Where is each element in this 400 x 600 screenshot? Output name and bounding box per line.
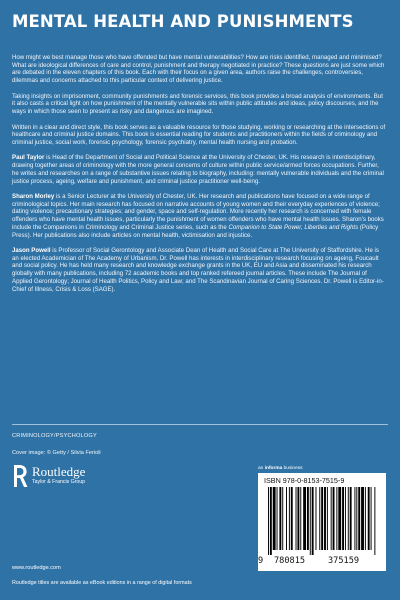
barcode-bar (342, 487, 344, 550)
barcode-bar (300, 487, 301, 550)
author-name: Paul Taylor (12, 154, 45, 162)
publisher-logo (12, 463, 132, 491)
subject-category: CRIMINOLOGY/PSYCHOLOGY (12, 433, 97, 439)
barcode-bar (310, 487, 311, 555)
barcode-bar (338, 487, 341, 550)
barcode-bar (312, 487, 314, 555)
barcode-bar (345, 487, 346, 550)
barcode-digit-lead: 9 (258, 556, 264, 566)
barcode-panel (258, 473, 386, 571)
informa-name: informa (264, 466, 283, 471)
informa-business-label (258, 466, 303, 471)
barcode-bar (289, 487, 290, 550)
isbn-number: ISBN 978-0-8153-7515-9 (264, 476, 345, 485)
divider (12, 424, 388, 425)
cover-text (12, 54, 386, 301)
barcode-bar (371, 487, 372, 550)
barcode-bar (307, 487, 309, 550)
barcode-bar (361, 487, 364, 550)
barcode-bar (356, 487, 357, 550)
barcode-bar (336, 487, 337, 550)
author-bio-paul-taylor (12, 154, 386, 185)
barcode-bar (296, 487, 297, 550)
author-bio-sharon-morley (12, 193, 386, 239)
barcode-bar (333, 487, 335, 550)
author-bio-text: is Professor of Social Gerontology and Associate Dean of Health and Social Care at The University of Staffordshire. He is an elected Academician of The Academy of Urbanism. Dr. Powell has interests in interdisciplinary research focusing on ageing, Foucault and social policy. He has held many research and knowledge exchange grants in the UK, EU and Asia and disseminated his research globally with many publications, including 72 academic books and top ranked refereed journal articles. These include The Journal of Applied Gerontology; Journal of Health Politics, Policy and Law; and The Scandinavian Journal of Caring Sciences. Dr. Powell is Editor-in-Chief of Illness, Crisis & Loss (SAGE). (12, 247, 384, 293)
publisher-name: Routledge (32, 464, 86, 479)
ebook-note: Routledge titles are available as eBook editions in a range of digital formats (12, 580, 192, 586)
barcode-bar (358, 487, 360, 550)
barcode-bar (350, 487, 352, 550)
barcode-bar (303, 487, 306, 550)
blurb-paragraph-2: Taking insights on imprisonment, community punishments and forensic services, this book provides a broad analysis of environments. But it also casts a critical light on how punishment of the mentally vulnerable sits within public attitudes and ideas, policy discourses, and the ways in which those seen to present as risky and dangerous are imagined. (12, 92, 383, 116)
barcode-bar (273, 487, 276, 550)
barcode-bar (268, 487, 269, 555)
author-name: Jason Powell (12, 247, 51, 255)
barcode-bar (348, 487, 349, 550)
barcode-bar (297, 487, 299, 550)
barcode-bar (316, 487, 317, 550)
barcode-bar (368, 487, 370, 550)
author-bio-text: (Policy Press). Her publications also include articles on mental health, victimisation and injustice. (12, 223, 379, 239)
publisher-group: Taylor & Francis Group (32, 479, 86, 485)
barcode-bar (291, 487, 293, 550)
blurb-paragraph-1: How might we best manage those who have offended but have mental vulnerabilities? How are risks identified, managed and minimised? What are ideological differences of care and control, punishment and therapy negotiated in practice? These questions are just some which are debated in the eleven chapters of this book. Each with their focus on a given area, authors raise the challenges, controversies, dilemmas and concerns attached to this particular context of delivering justice. (12, 54, 385, 85)
barcode-digit-group-2: 375159 (328, 556, 360, 566)
routledge-r-logo-icon (12, 463, 28, 489)
blurb-paragraph-3: Written in a clear and direct style, this book serves as a valuable resource for those studying, working or researching at the intersections of healthcare and criminal justice domains. This book is essential reading for students and practitioners within the fields of criminology and criminal justice, social work, forensic psychology, forensic psychiatry, mental health nursing and probation. (12, 123, 386, 146)
barcode-digit-group-1: 780815 (274, 556, 306, 566)
barcode-bar (324, 487, 326, 550)
barcode-bar (374, 487, 375, 555)
barcode-bar (331, 487, 332, 550)
book-title-italic: Companion to State Power, Liberties and Rights (228, 223, 359, 231)
author-name: Sharon Morley (12, 193, 55, 201)
barcode-bar (277, 487, 278, 550)
author-bio-text: is Head of the Department of Social and Political Science at the University of Chester, UK. His research is interdisciplinary, drawing together areas of criminology with the more general concerns of culture within public service/armed forces occupations. Further, he writes and researches on a range of substantive issues relating to biography, including: mentally vulnerable individuals and the criminal justice process, ageing, welfare and punishment, and criminal justice practitioner well-being. (12, 154, 384, 185)
author-bio-text: is a Senior Lecturer at the University of Chester, UK. Her research and publications have focused on a wide range of criminological topics. Her main research has focused on narrative accounts of young women and their everyday experiences of violence; dating violence; precautionary strategies; and gender, space and self-regulation. More recently her research is concerned with female offenders who have mental health issues, particularly the punishment of women offenders who have mental health issues. Sharon's books include the Companions in Criminology and Criminal Justice series, such as the (12, 193, 384, 231)
barcode-bar (319, 487, 320, 550)
author-bio-jason-powell (12, 247, 386, 293)
barcode-bar (327, 487, 328, 550)
barcode-bar (286, 487, 287, 550)
barcode-bar (321, 487, 323, 550)
barcode-bar (282, 487, 283, 550)
barcode-bar (365, 487, 366, 550)
barcode-bar (354, 487, 355, 550)
informa-suffix: business (283, 466, 303, 471)
barcode-icon (264, 487, 380, 555)
book-title: MENTAL HEALTH AND PUNISHMENTS (12, 12, 354, 31)
publisher-website[interactable]: www.routledge.com (12, 565, 61, 571)
barcode-bar (279, 487, 281, 550)
barcode-bar (270, 487, 272, 555)
informa-prefix: an (258, 466, 264, 471)
cover-image-credit: Cover image: © Getty / Silvia Ferioli (12, 450, 101, 456)
